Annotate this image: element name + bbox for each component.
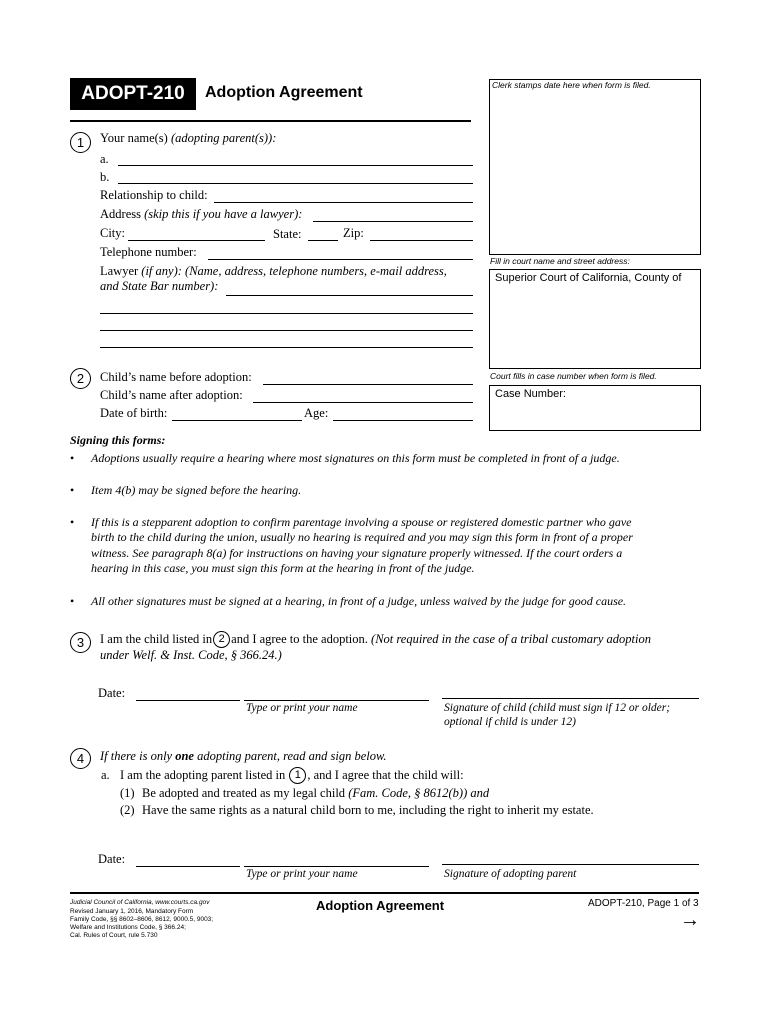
footer-citation-1: Judicial Council of California, www.courts.ca.gov xyxy=(70,899,210,906)
footer-citation-4: Welfare and Institutions Code, § 366.24; xyxy=(70,924,186,931)
relationship-label: Relationship to child: xyxy=(100,188,208,202)
zip-field[interactable] xyxy=(370,240,473,241)
footer-citation-3: Family Code, §§ 8602–8606, 8612, 9000.5, 9003; xyxy=(70,916,214,923)
case-number-text: Case Number: xyxy=(495,388,566,400)
next-page-arrow-icon: → xyxy=(680,909,700,931)
zip-label: Zip: xyxy=(343,226,364,240)
footer-title: Adoption Agreement xyxy=(316,898,445,913)
item-4a2-number: (2) xyxy=(120,803,135,817)
form-title: Adoption Agreement xyxy=(205,84,363,101)
item-4a1-text-a: Be adopted and treated as my legal child xyxy=(142,786,349,800)
parent-name-caption: Type or print your name xyxy=(246,868,358,880)
court-name-box[interactable] xyxy=(489,269,701,369)
item-number-2: 2 xyxy=(70,368,91,389)
child-date-field[interactable] xyxy=(136,700,240,701)
item-4a-text xyxy=(120,768,464,785)
signing-text-3-line1: If this is a stepparent adoption to confirm parentage involving a spouse or registered domestic partner who gave xyxy=(91,515,632,529)
lawyer-label-italic: (if any): (Name, address, telephone numbers, e-mail address, xyxy=(141,264,447,278)
signing-heading: Signing this forms: xyxy=(70,433,166,447)
state-field[interactable] xyxy=(308,240,338,241)
parent-b-label: b. xyxy=(100,170,110,184)
clerk-stamp-box xyxy=(489,79,701,255)
signing-text-3-line2: birth to the child during the union, usually no hearing is required and you may sign this form in front of a proper xyxy=(91,530,633,544)
child-agreement-text xyxy=(100,632,651,649)
city-label: City: xyxy=(100,226,126,240)
court-name-label: Fill in court name and street address: xyxy=(490,256,630,266)
item-ref-1: 1 xyxy=(289,767,306,784)
single-parent-intro xyxy=(100,749,387,764)
parent-a-field[interactable] xyxy=(118,165,473,166)
item-number-3: 3 xyxy=(70,632,91,653)
form-id-badge: ADOPT-210 xyxy=(70,78,196,110)
item-4a-text-b: , and I agree that the child will: xyxy=(307,768,464,782)
footer-rule xyxy=(70,892,699,894)
lawyer-field-1[interactable] xyxy=(226,295,473,296)
adopting-parents-label xyxy=(100,131,276,146)
child-signature-caption-1: Signature of child (child must sign if 12 or older; xyxy=(444,702,671,714)
telephone-label: Telephone number: xyxy=(100,245,197,259)
adopting-parents-label-text: Your name(s) xyxy=(100,131,171,145)
child-name-field[interactable] xyxy=(244,700,429,701)
signing-text-2: Item 4(b) may be signed before the hearing. xyxy=(91,483,302,497)
name-before-field[interactable] xyxy=(263,384,473,385)
parent-signature-caption: Signature of adopting parent xyxy=(444,868,577,880)
header-rule xyxy=(70,120,471,122)
child-agreement-text-b: and I agree to the adoption. xyxy=(231,632,368,646)
dob-field[interactable] xyxy=(172,420,302,421)
lawyer-field-2[interactable] xyxy=(100,313,473,314)
lawyer-label-text: Lawyer xyxy=(100,264,142,278)
name-before-label: Child’s name before adoption: xyxy=(100,370,252,384)
child-date-label: Date: xyxy=(98,686,126,700)
lawyer-label-line2: and State Bar number): xyxy=(100,279,219,293)
child-agreement-note-line2: under Welf. & Inst. Code, § 366.24.) xyxy=(100,648,282,662)
adopting-parents-label-italic: (adopting parent(s)): xyxy=(170,131,277,145)
signing-text-4: All other signatures must be signed at a hearing, in front of a judge, unless waived by the judge for good cause. xyxy=(91,594,627,608)
clerk-stamp-label: Clerk stamps date here when form is filed. xyxy=(492,80,651,90)
item-4a-text-a: I am the adopting parent listed in xyxy=(120,768,286,782)
signing-text-1: Adoptions usually require a hearing where most signatures on this form must be completed in front of a judge. xyxy=(91,451,620,465)
footer-citation-2: Revised January 1, 2016, Mandatory Form xyxy=(70,908,194,915)
signing-bullet-4: • xyxy=(70,594,75,608)
signing-bullet-3: • xyxy=(70,515,75,529)
address-field[interactable] xyxy=(313,221,473,222)
dob-label: Date of birth: xyxy=(100,406,168,420)
parent-date-field[interactable] xyxy=(136,866,240,867)
parent-date-label: Date: xyxy=(98,852,126,866)
signing-text-3-line4: hearing in this case, you must sign this form at the hearing in front of the judge. xyxy=(91,561,475,575)
case-number-label: Court fills in case number when form is filed. xyxy=(490,371,657,381)
name-after-label: Child’s name after adoption: xyxy=(100,388,243,402)
item-number-4: 4 xyxy=(70,748,91,769)
city-field[interactable] xyxy=(128,240,265,241)
address-label-text: Address xyxy=(100,207,145,221)
address-label-italic: (skip this if you have a lawyer): xyxy=(144,207,303,221)
telephone-field[interactable] xyxy=(208,259,473,260)
court-name-text: Superior Court of California, County of xyxy=(495,272,682,284)
lawyer-field-3[interactable] xyxy=(100,330,473,331)
parent-b-field[interactable] xyxy=(118,183,473,184)
footer-citation-5: Cal. Rules of Court, rule 5.730 xyxy=(70,932,158,939)
name-after-field[interactable] xyxy=(253,402,473,403)
child-signature-caption-2: optional if child is under 12) xyxy=(444,716,576,728)
item-ref-2: 2 xyxy=(213,631,230,648)
state-label: State: xyxy=(273,227,302,241)
child-signature-field[interactable] xyxy=(442,698,699,699)
item-4a1-text-b: (Fam. Code, § 8612(b)) and xyxy=(348,786,490,800)
footer-page-number: ADOPT-210, Page 1 of 3 xyxy=(588,898,699,909)
age-field[interactable] xyxy=(333,420,473,421)
item-4a2-text: Have the same rights as a natural child born to me, including the right to inherit my estate. xyxy=(142,803,594,817)
item-4a-label: a. xyxy=(101,768,110,782)
item-4a1-text xyxy=(142,786,489,801)
single-parent-intro-a: If there is only xyxy=(100,749,176,763)
single-parent-intro-c: adopting parent, read and sign below. xyxy=(193,749,387,763)
parent-a-label: a. xyxy=(100,152,109,166)
parent-signature-field[interactable] xyxy=(442,864,699,865)
relationship-field[interactable] xyxy=(214,202,473,203)
age-label: Age: xyxy=(304,406,329,420)
signing-bullet-2: • xyxy=(70,483,75,497)
lawyer-field-4[interactable] xyxy=(100,347,473,348)
single-parent-intro-emph: one xyxy=(175,749,194,763)
parent-name-field[interactable] xyxy=(244,866,429,867)
child-name-caption: Type or print your name xyxy=(246,702,358,714)
address-label xyxy=(100,207,302,222)
signing-bullet-1: • xyxy=(70,451,75,465)
child-agreement-note: (Not required in the case of a tribal customary adoption xyxy=(371,632,651,646)
item-4a1-number: (1) xyxy=(120,786,135,800)
lawyer-label xyxy=(100,264,447,279)
child-agreement-text-a: I am the child listed in xyxy=(100,632,213,646)
signing-text-3-line3: witness. See paragraph 8(a) for instructions on having your signature properly witnessed. If the court orders a xyxy=(91,546,623,560)
item-number-1: 1 xyxy=(70,132,91,153)
